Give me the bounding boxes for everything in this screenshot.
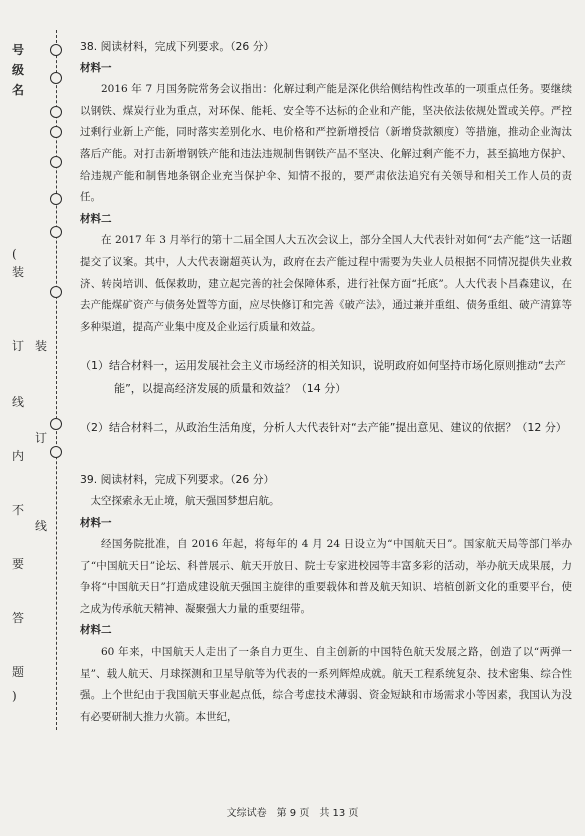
binding-mark: 要 <box>12 557 25 571</box>
q38-material-1-text: 2016 年 7 月国务院常务会议指出：化解过剩产能是深化供给侧结构性改革的一项重点任务。要继续以钢铁、煤炭行业为重点，对环保、能耗、安全等不达标的企业和产能，坚决依法依规处置或关停。严控过剩行业新上产能，同时落实差别化水、电价格和严控新增授信（新增贷款额度）等措施，推动企业淘汰落后产能。对打击新增钢铁产能和违法违规制售钢铁产品不坚决、化解过剩产能不力，甚至搞地方保护、给违规产能和制售地条钢企业充当保护伞、知情不报的，要严肃依法追究有关领导和相关工作人员的责任。 <box>80 83 572 204</box>
binding-margin <box>0 0 75 836</box>
binding-hole <box>50 44 62 56</box>
q38-sub-question-2: （2）结合材料二，从政治生活角度，分析人大代表针对“去产能”提出意见、建议的依据？（12 分） <box>80 421 567 435</box>
binding-edge-mark: 名 <box>12 83 25 97</box>
binding-mark: 线 <box>12 395 25 409</box>
binding-hole <box>50 226 62 238</box>
binding-hole <box>50 286 62 298</box>
binding-hole <box>50 446 62 458</box>
binding-hole <box>50 156 62 168</box>
binding-mark: 内 <box>12 449 25 463</box>
binding-hole <box>50 72 62 84</box>
q39-material-2-text: 60 年来，中国航天人走出了一条自力更生、自主创新的中国特色航天发展之路，创造了以“两弹一星”、载人航天、月球探测和卫星导航等为代表的一系列辉煌成就。航天工程系统复杂、技术密集、综合性强。上个世纪由于我国航天事业起点低，综合考虑技术薄弱、资金短缺和市场需求小等因素，我国认为没有必要研制大推力火箭。本世纪， <box>80 646 572 723</box>
q39-material-2-title: 材料二 <box>80 624 112 637</box>
binding-hole <box>50 193 62 205</box>
binding-mark: 装 <box>12 265 25 279</box>
q39-intro: 太空探索永无止境，航天强国梦想启航。 <box>90 494 280 507</box>
binding-inner-mark: 订 <box>35 431 48 445</box>
binding-hole <box>50 418 62 430</box>
binding-mark: 答 <box>12 611 25 625</box>
binding-edge-mark: 级 <box>12 63 25 77</box>
q38-material-2-title: 材料二 <box>80 212 112 225</box>
binding-paren-close: ) <box>12 689 17 703</box>
binding-inner-mark: 线 <box>35 519 48 533</box>
q39-material-1-text: 经国务院批准，自 2016 年起，将每年的 4 月 24 日设立为“中国航天日”。国家航天局等部门举办了“中国航天日”论坛、科普展示、航天开放日、院士专家进校园等丰富多彩的活动，举办航天成果展，力争将“中国航天日”打造成建设航天强国主旋律的重要载体和普及航天知识、培植创新文化的重要平台，使之成为传承航天精神、凝聚强大力量的重要纽带。 <box>80 538 572 615</box>
q38-material-1-title: 材料一 <box>80 61 112 74</box>
binding-edge-mark: 号 <box>12 43 25 57</box>
question-38-heading: 38. 阅读材料，完成下列要求。（26 分） <box>80 40 275 53</box>
binding-paren-open: ( <box>12 247 17 261</box>
q38-material-2-text: 在 2017 年 3 月举行的第十二届全国人大五次会议上，部分全国人大代表针对如何“去产能”这一话题提交了议案。其中，人大代表谢超英认为，政府在去产能过程中需要为失业人员根据不同情况提供失业救济、转岗培训、低保救助，建立起完善的社会保障体系，进行社保方面“托底”。人大代表卜昌森建议，在去产能煤矿资产与债务处置等方面，应尽快修订和完善《破产法》，通过兼并重组、债务重组、破产清算等多种渠道，提高产业集中度及企业运行质量和效益。 <box>80 234 572 333</box>
q39-material-1-title: 材料一 <box>80 516 112 529</box>
binding-mark: 题 <box>12 665 25 679</box>
binding-mark: 订 <box>12 339 25 353</box>
binding-inner-mark: 装 <box>35 339 48 353</box>
binding-hole <box>50 126 62 138</box>
binding-hole <box>50 106 62 118</box>
question-39-heading: 39. 阅读材料，完成下列要求。（26 分） <box>80 473 275 487</box>
page-footer: 文综试卷 第 9 页 共 13 页 <box>226 808 359 819</box>
exam-content <box>80 36 572 728</box>
binding-mark: 不 <box>12 503 25 517</box>
q38-sub-question-1: （1）结合材料一，运用发展社会主义市场经济的相关知识，说明政府如何坚持市场化原则推动“去产能”，以提高经济发展的质量和效益？（14 分） <box>80 359 566 396</box>
